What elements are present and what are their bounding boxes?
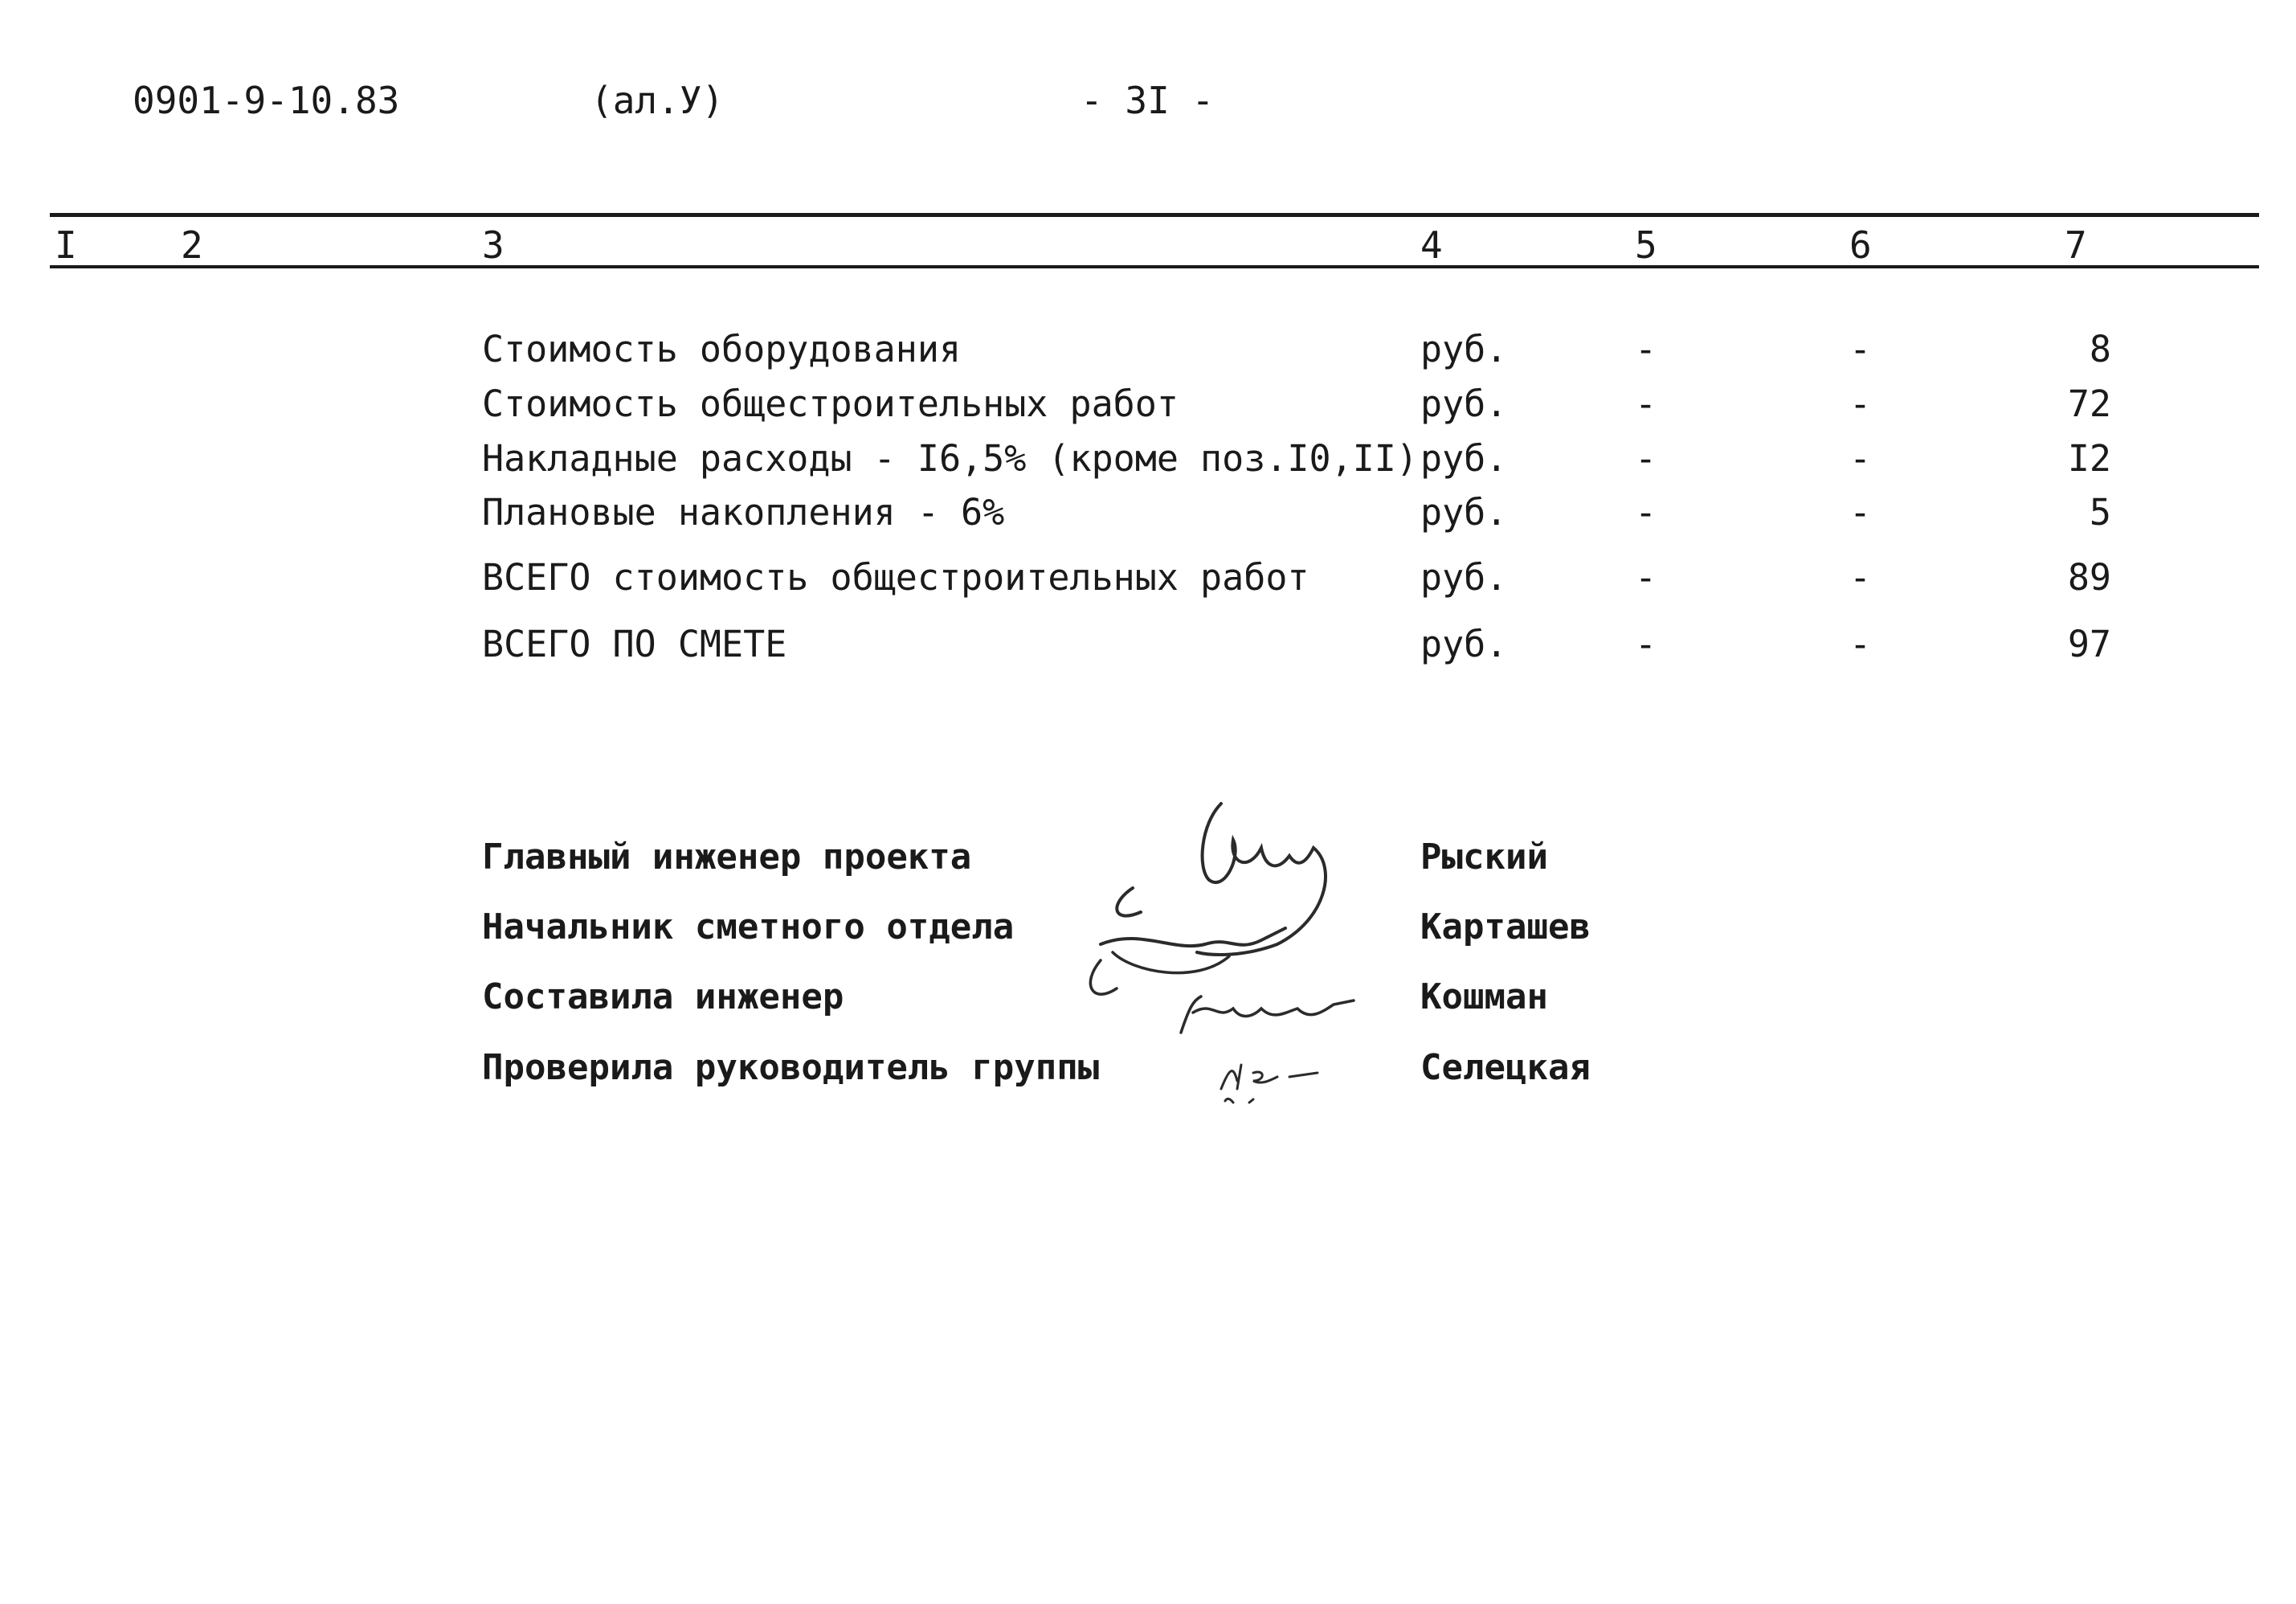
- row-description: Плановые накопления - 6%: [482, 491, 1005, 534]
- row-col7: 72: [2067, 383, 2111, 425]
- column-number-1: I: [55, 223, 77, 267]
- signature-role: Составила инженер: [482, 976, 844, 1017]
- column-number-2: 2: [181, 223, 203, 267]
- row-description: Накладные расходы - I6,5% (кроме поз.I0,II): [482, 437, 1418, 480]
- row-col7: I2: [2067, 437, 2111, 480]
- row-col5: -: [1635, 328, 1657, 370]
- signature-name: Селецкая: [1420, 1047, 1591, 1088]
- signature-role: Начальник сметного отдела: [482, 906, 1015, 947]
- table-row: [0, 328, 2296, 376]
- document-code: 0901-9-10.83: [133, 79, 400, 122]
- signature-name: Кошман: [1420, 976, 1548, 1017]
- row-col5: -: [1635, 556, 1657, 599]
- row-col5: -: [1635, 437, 1657, 480]
- row-unit: руб.: [1420, 556, 1508, 599]
- row-col5: -: [1635, 491, 1657, 534]
- signature-role: Главный инженер проекта: [482, 837, 972, 878]
- row-col7: 8: [2089, 328, 2111, 370]
- row-unit: руб.: [1420, 437, 1508, 480]
- handwritten-signature-group-lead: [1205, 1053, 1334, 1109]
- column-number-6: 6: [1849, 223, 1872, 267]
- table-row: [0, 437, 2296, 485]
- row-unit: руб.: [1420, 623, 1508, 665]
- row-description: ВСЕГО ПО СМЕТЕ: [482, 623, 787, 665]
- column-number-3: 3: [482, 223, 505, 267]
- signature-line: [0, 1047, 2296, 1095]
- table-row: [0, 383, 2296, 431]
- row-description: Стоимость оборудования: [482, 328, 962, 370]
- column-number-7: 7: [2065, 223, 2087, 267]
- column-number-5: 5: [1635, 223, 1657, 267]
- signature-role: Проверила руководитель группы: [482, 1047, 1100, 1088]
- row-col6: -: [1849, 491, 1872, 534]
- row-description: ВСЕГО стоимость общестроительных работ: [482, 556, 1309, 599]
- table-header-bottom-rule: [50, 265, 2259, 268]
- table-row-grand-total: [0, 623, 2296, 671]
- row-col7: 89: [2067, 556, 2111, 599]
- row-unit: руб.: [1420, 383, 1508, 425]
- row-description: Стоимость общестроительных работ: [482, 383, 1179, 425]
- table-row-total: [0, 556, 2296, 604]
- row-col7: 5: [2089, 491, 2111, 534]
- table-top-rule: [50, 213, 2259, 217]
- row-unit: руб.: [1420, 328, 1508, 370]
- column-number-4: 4: [1420, 223, 1443, 267]
- table-row: [0, 491, 2296, 539]
- row-col6: -: [1849, 556, 1872, 599]
- row-unit: руб.: [1420, 491, 1508, 534]
- handwritten-signature-chief-engineer: [1036, 792, 1358, 1009]
- handwritten-signature-engineer: [1169, 984, 1362, 1041]
- page-number: - 3I -: [1081, 79, 1215, 122]
- album-label: (ал.У): [590, 79, 725, 122]
- row-col7: 97: [2067, 623, 2111, 665]
- row-col6: -: [1849, 328, 1872, 370]
- row-col5: -: [1635, 383, 1657, 425]
- row-col5: -: [1635, 623, 1657, 665]
- row-col6: -: [1849, 437, 1872, 480]
- signature-name: Рыский: [1420, 837, 1548, 878]
- row-col6: -: [1849, 383, 1872, 425]
- signature-name: Карташев: [1420, 906, 1591, 947]
- row-col6: -: [1849, 623, 1872, 665]
